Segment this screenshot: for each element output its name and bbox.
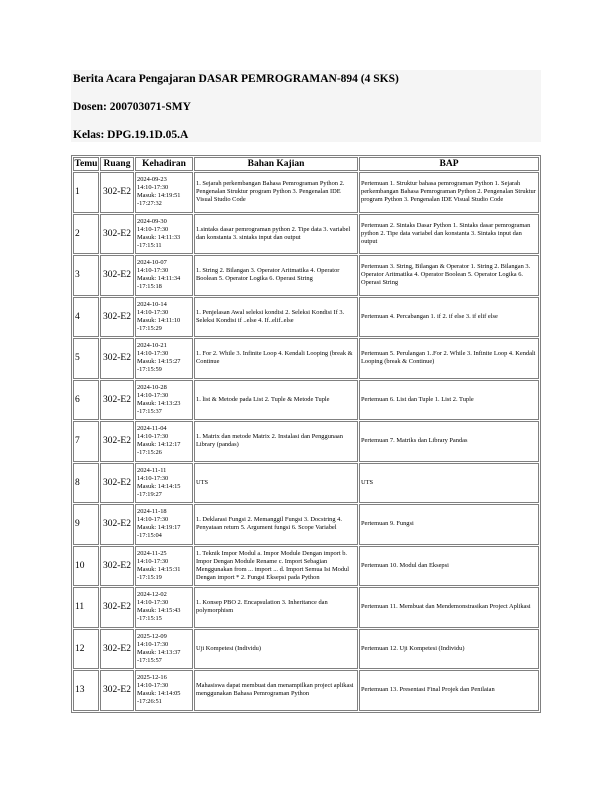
- check-out-time: -17:15:59: [137, 366, 162, 374]
- study-material-cell: 1. Teknik Impor Modul a. Impor Module Dengan import b. Impor Dengan Module Rename c. Import Sebagian Menggunakan from ... import ... d. Import Semua Isi Modul Dengan import * 2. Fungsi Eksepsi pada Python: [194, 546, 358, 587]
- room-cell: 302-E2: [100, 504, 134, 545]
- session-time: 14:10-17:30: [137, 391, 169, 399]
- room-cell: 302-E2: [100, 587, 134, 628]
- meeting-number: 13: [73, 670, 99, 711]
- meeting-number: 3: [73, 255, 99, 296]
- session-date: 2024-10-07: [137, 259, 167, 267]
- check-in-time: Masuk: 14:15:43: [137, 607, 181, 615]
- meeting-number: 1: [73, 172, 99, 213]
- report-title: Berita Acara Pengajaran DASAR PEMROGRAMAN-894 (4 SKS): [73, 73, 399, 85]
- attendance-cell: [135, 421, 193, 462]
- attendance-cell: [135, 255, 193, 296]
- meeting-number: 5: [73, 338, 99, 379]
- session-time: 14:10-17:30: [137, 308, 169, 316]
- table-row: [73, 463, 539, 504]
- table-row: [73, 504, 539, 545]
- check-out-time: -17:15:04: [137, 532, 162, 540]
- room-cell: 302-E2: [100, 214, 134, 255]
- col-header-bap: BAP: [359, 157, 539, 171]
- check-in-time: Masuk: 14:19:51: [137, 192, 181, 200]
- bap-cell: Pertemuan 6. List dan Tuple 1. List 2. Tuple: [359, 380, 539, 421]
- col-header-ruang: Ruang: [100, 157, 134, 171]
- table-header-row: [73, 157, 539, 171]
- meeting-number: 4: [73, 297, 99, 338]
- attendance-cell: [135, 546, 193, 587]
- check-out-time: -17:26:51: [137, 698, 162, 706]
- bap-cell: Pertemuan 2. Sintaks Dasar Python 1. Sintaks dasar pemrograman python 2. Tipe data variabel dan konstanta 3. Sintaks input dan output: [359, 214, 539, 255]
- check-out-time: -17:15:15: [137, 615, 162, 623]
- table-row: [73, 380, 539, 421]
- attendance-cell: [135, 670, 193, 711]
- col-header-kehadiran: Kehadiran: [135, 157, 193, 171]
- check-in-time: Masuk: 14:11:33: [137, 233, 181, 241]
- check-out-time: -17:15:57: [137, 656, 162, 664]
- session-time: 14:10-17:30: [137, 433, 169, 441]
- study-material-cell: 1. String 2. Bilangan 3. Operator Aritmatika 4. Operator Boolean 5. Operator Logika 6. Operasi String: [194, 255, 358, 296]
- study-material-cell: 1. list & Metode pada List 2. Tuple & Metode Tuple: [194, 380, 358, 421]
- session-time: 14:10-17:30: [137, 184, 169, 192]
- room-cell: 302-E2: [100, 463, 134, 504]
- bap-cell: Pertemuan 7. Matriks dan Library Pandas: [359, 421, 539, 462]
- check-out-time: -17:15:19: [137, 573, 162, 581]
- room-cell: 302-E2: [100, 421, 134, 462]
- table-row: [73, 338, 539, 379]
- attendance-cell: [135, 172, 193, 213]
- session-time: 14:10-17:30: [137, 599, 169, 607]
- table-row: [73, 297, 539, 338]
- bap-cell: Pertemuan 13. Presentasi Final Projek dan Penilaian: [359, 670, 539, 711]
- check-in-time: Masuk: 14:19:17: [137, 524, 181, 532]
- table-row: [73, 587, 539, 628]
- room-cell: 302-E2: [100, 338, 134, 379]
- check-out-time: -17:15:11: [137, 241, 162, 249]
- session-time: 14:10-17:30: [137, 682, 169, 690]
- teaching-report-table: [71, 155, 541, 713]
- study-material-cell: 1. Sejarah perkembangan Bahasa Pemrograman Python 2. Pengenalan Struktur program Python 3. Pengenalan IDE Visual Studio Code: [194, 172, 358, 213]
- bap-cell: Pertemuan 4. Percabangan 1. if 2. if else 3. if elif else: [359, 297, 539, 338]
- study-material-cell: 1. Deklarasi Fungsi 2. Memanggil Fungsi 3. Docstring 4. Penyataan return 5. Argument fungsi 6. Scope Variabel: [194, 504, 358, 545]
- session-date: 2024-10-21: [137, 342, 167, 350]
- bap-cell: Pertemuan 11. Membuat dan Mendemonstrasikan Project Aplikasi: [359, 587, 539, 628]
- study-material-cell: Uji Kompetesi (Individu): [194, 629, 358, 670]
- check-in-time: Masuk: 14:15:27: [137, 358, 181, 366]
- check-in-time: Masuk: 14:11:34: [137, 275, 181, 283]
- check-out-time: -17:15:37: [137, 407, 162, 415]
- meeting-number: 8: [73, 463, 99, 504]
- room-cell: 302-E2: [100, 255, 134, 296]
- table-row: [73, 629, 539, 670]
- study-material-cell: Mahasiswa dapat membuat dan menampilkan project aplikasi menggunakan Bahasa Pemrograman Python: [194, 670, 358, 711]
- session-date: 2025-12-16: [137, 674, 167, 682]
- bap-cell: Pertemuan 9. Fungsi: [359, 504, 539, 545]
- check-out-time: -17:15:26: [137, 449, 162, 457]
- session-date: 2024-10-28: [137, 383, 167, 391]
- session-date: 2024-10-14: [137, 300, 167, 308]
- session-date: 2024-09-23: [137, 176, 167, 184]
- check-in-time: Masuk: 14:14:15: [137, 482, 181, 490]
- check-in-time: Masuk: 14:11:10: [137, 316, 181, 324]
- session-time: 14:10-17:30: [137, 267, 169, 275]
- study-material-cell: 1. Penjelasan Awal seleksi kondisi 2. Seleksi Kondisi If 3. Seleksi Kondisi if ..else 4. If..elif..else: [194, 297, 358, 338]
- attendance-cell: [135, 463, 193, 504]
- table-row: [73, 421, 539, 462]
- study-material-cell: UTS: [194, 463, 358, 504]
- attendance-cell: [135, 587, 193, 628]
- meeting-number: 9: [73, 504, 99, 545]
- check-in-time: Masuk: 14:12:17: [137, 441, 181, 449]
- attendance-cell: [135, 504, 193, 545]
- check-in-time: Masuk: 14:15:31: [137, 565, 181, 573]
- room-cell: 302-E2: [100, 380, 134, 421]
- session-time: 14:10-17:30: [137, 225, 169, 233]
- report-header: [71, 70, 541, 142]
- table-row: [73, 172, 539, 213]
- table-row: [73, 670, 539, 711]
- study-material-cell: 1. Konsep PBO 2. Encapsulation 3. Inheritance dan polymorphism: [194, 587, 358, 628]
- room-cell: 302-E2: [100, 629, 134, 670]
- meeting-number: 6: [73, 380, 99, 421]
- room-cell: 302-E2: [100, 670, 134, 711]
- session-time: 14:10-17:30: [137, 557, 169, 565]
- study-material-cell: 1. Matrix dan metode Matrix 2. Instalasi dan Penggunaan Library (pandas): [194, 421, 358, 462]
- room-cell: 302-E2: [100, 297, 134, 338]
- check-in-time: Masuk: 14:13:37: [137, 648, 181, 656]
- table-row: [73, 546, 539, 587]
- session-time: 14:10-17:30: [137, 516, 169, 524]
- study-material-cell: 1. For 2. While 3. Infinite Loop 4. Kendali Looping (break & Continue: [194, 338, 358, 379]
- meeting-number: 2: [73, 214, 99, 255]
- session-date: 2024-11-25: [137, 549, 167, 557]
- session-date: 2024-09-30: [137, 217, 167, 225]
- table-row: [73, 255, 539, 296]
- attendance-cell: [135, 297, 193, 338]
- attendance-cell: [135, 380, 193, 421]
- session-date: 2024-11-04: [137, 425, 167, 433]
- session-date: 2024-12-02: [137, 591, 167, 599]
- study-material-cell: 1.sintaks dasar pemrograman python 2. Tipe data 3. variabel dan konstanta 3. sintaks input dan output: [194, 214, 358, 255]
- check-out-time: -17:27:32: [137, 200, 162, 208]
- room-cell: 302-E2: [100, 172, 134, 213]
- bap-cell: Pertemuan 1. Struktur bahasa pemrograman Python 1. Sejarah perkembangan Bahasa Pemrograman Python 2. Pengenalan Struktur program Python 3. Pengenalan IDE Visual Studio Code: [359, 172, 539, 213]
- meeting-number: 7: [73, 421, 99, 462]
- attendance-cell: [135, 629, 193, 670]
- table-row: [73, 214, 539, 255]
- bap-cell: UTS: [359, 463, 539, 504]
- bap-cell: Pertemuan 12. Uji Kompetesi (Individu): [359, 629, 539, 670]
- col-header-temu: Temu: [73, 157, 99, 171]
- bap-cell: Pertemuan 5. Perulangan 1..For 2. While 3. Infinite Loop 4. Kendali Looping (break & Continue): [359, 338, 539, 379]
- check-in-time: Masuk: 14:13:23: [137, 399, 181, 407]
- session-time: 14:10-17:30: [137, 474, 169, 482]
- col-header-bahan-kajian: Bahan Kajian: [194, 157, 358, 171]
- session-time: 14:10-17:30: [137, 640, 169, 648]
- session-date: 2024-11-18: [137, 508, 167, 516]
- attendance-cell: [135, 338, 193, 379]
- check-out-time: -17:15:29: [137, 324, 162, 332]
- room-cell: 302-E2: [100, 546, 134, 587]
- session-date: 2024-11-11: [137, 466, 167, 474]
- class-line: Kelas: DPG.19.1D.05.A: [73, 129, 189, 141]
- check-out-time: -17:19:27: [137, 490, 162, 498]
- meeting-number: 12: [73, 629, 99, 670]
- attendance-cell: [135, 214, 193, 255]
- meeting-number: 10: [73, 546, 99, 587]
- check-in-time: Masuk: 14:14:05: [137, 690, 181, 698]
- check-out-time: -17:15:18: [137, 283, 162, 291]
- meeting-number: 11: [73, 587, 99, 628]
- bap-cell: Pertemuan 3. String, Bilangan & Operator 1. String 2. Bilangan 3. Operator Aritmatika 4. Operator Boolean 5. Operator Logika 6. Operasi String: [359, 255, 539, 296]
- session-time: 14:10-17:30: [137, 350, 169, 358]
- lecturer-line: Dosen: 200703071-SMY: [73, 101, 191, 113]
- session-date: 2025-12-09: [137, 632, 167, 640]
- bap-cell: Pertemuan 10. Modul dan Eksepsi: [359, 546, 539, 587]
